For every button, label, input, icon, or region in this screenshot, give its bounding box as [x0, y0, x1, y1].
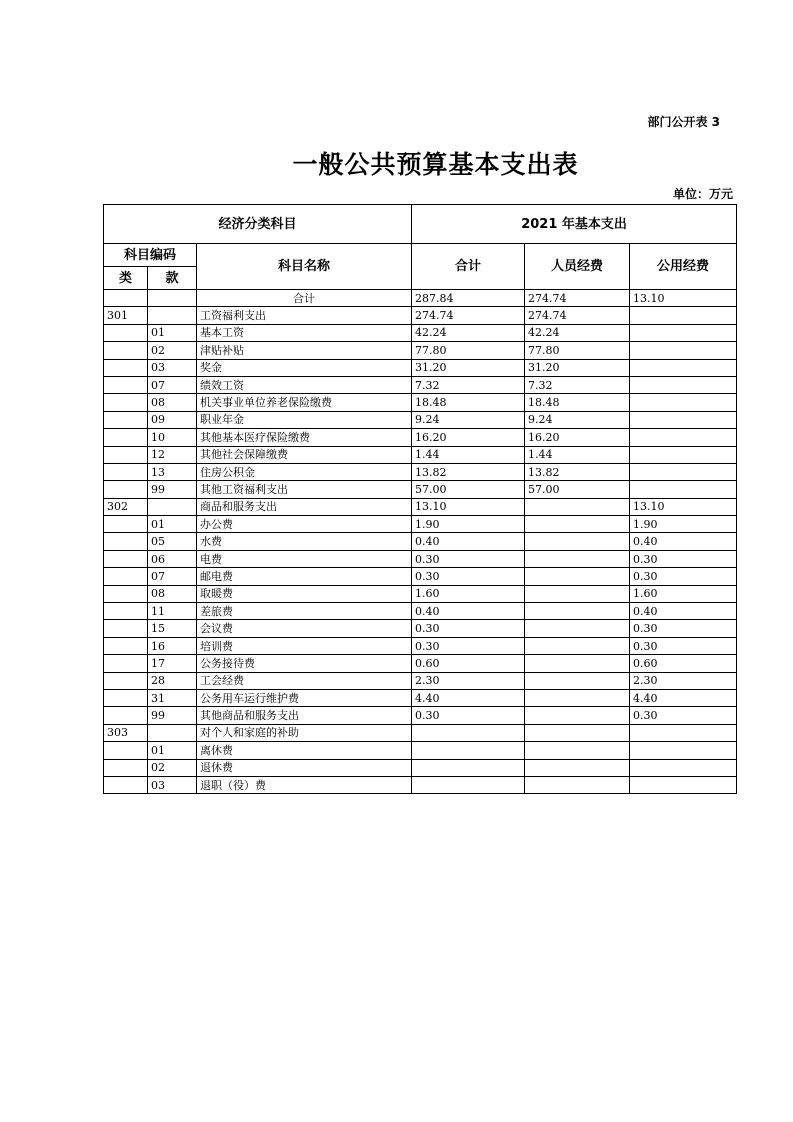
personnel-cell [525, 689, 630, 706]
table-row [104, 533, 737, 550]
public-cell [630, 463, 737, 480]
personnel-cell [525, 707, 630, 724]
total-cell: 18.48 [412, 394, 525, 411]
public-cell [630, 307, 737, 324]
total-cell: 0.30 [412, 550, 525, 567]
total-cell: 0.30 [412, 568, 525, 585]
kuan-cell: 06 [148, 550, 197, 567]
personnel-cell: 13.82 [525, 463, 630, 480]
lei-cell [104, 689, 148, 706]
public-cell: 2.30 [630, 672, 737, 689]
personnel-cell: 77.80 [525, 342, 630, 359]
public-cell [630, 359, 737, 376]
personnel-cell [525, 550, 630, 567]
personnel-cell [525, 516, 630, 533]
lei-cell [104, 516, 148, 533]
name-cell: 邮电费 [197, 568, 412, 585]
name-cell: 会议费 [197, 620, 412, 637]
table-row [104, 359, 737, 376]
table-row [104, 481, 737, 498]
name-cell: 基本工资 [197, 324, 412, 341]
personnel-cell: 57.00 [525, 481, 630, 498]
lei-cell [104, 359, 148, 376]
kuan-cell: 01 [148, 742, 197, 759]
total-cell [412, 759, 525, 776]
lei-cell [104, 585, 148, 602]
header-row-1 [104, 205, 737, 244]
total-cell: 274.74 [412, 307, 525, 324]
lei-cell [104, 672, 148, 689]
total-cell: 7.32 [412, 376, 525, 393]
kuan-cell: 03 [148, 776, 197, 793]
total-cell: 0.60 [412, 655, 525, 672]
public-cell: 0.30 [630, 550, 737, 567]
kuan-cell: 17 [148, 655, 197, 672]
public-cell [630, 376, 737, 393]
total-cell: 0.40 [412, 533, 525, 550]
personnel-cell [525, 585, 630, 602]
kuan-cell: 03 [148, 359, 197, 376]
personnel-cell [525, 655, 630, 672]
lei-cell [104, 776, 148, 793]
econ-class-header: 经济分类科目 [104, 205, 412, 244]
public-cell [630, 759, 737, 776]
name-cell: 离休费 [197, 742, 412, 759]
kuan-cell: 99 [148, 481, 197, 498]
lei-cell [104, 342, 148, 359]
kuan-cell: 16 [148, 637, 197, 654]
kuan-cell: 11 [148, 603, 197, 620]
table-row [104, 411, 737, 428]
lei-cell [104, 637, 148, 654]
name-cell: 公务接待费 [197, 655, 412, 672]
table-row [104, 620, 737, 637]
personnel-cell: 274.74 [525, 290, 630, 307]
lei-header: 类 [104, 267, 148, 290]
name-cell: 差旅费 [197, 603, 412, 620]
total-cell: 57.00 [412, 481, 525, 498]
kuan-cell: 08 [148, 585, 197, 602]
name-cell: 其他社会保障缴费 [197, 446, 412, 463]
total-cell: 16.20 [412, 429, 525, 446]
public-cell [630, 324, 737, 341]
kuan-cell: 12 [148, 446, 197, 463]
total-cell: 1.90 [412, 516, 525, 533]
lei-cell [104, 481, 148, 498]
kuan-cell: 07 [148, 376, 197, 393]
personnel-cell [525, 724, 630, 741]
total-cell: 1.44 [412, 446, 525, 463]
table-row [104, 689, 737, 706]
personnel-cell: 7.32 [525, 376, 630, 393]
lei-cell [104, 429, 148, 446]
personnel-cell [525, 568, 630, 585]
kuan-cell [148, 498, 197, 515]
table-row [104, 550, 737, 567]
name-cell: 水费 [197, 533, 412, 550]
kuan-cell: 08 [148, 394, 197, 411]
public-cell: 0.30 [630, 620, 737, 637]
personnel-cell [525, 637, 630, 654]
kuan-cell: 10 [148, 429, 197, 446]
name-cell: 津贴补贴 [197, 342, 412, 359]
lei-cell [104, 759, 148, 776]
public-cell: 0.30 [630, 568, 737, 585]
total-cell: 2.30 [412, 672, 525, 689]
public-cell: 0.40 [630, 603, 737, 620]
personnel-cell: 31.20 [525, 359, 630, 376]
table-row [104, 376, 737, 393]
name-cell: 办公费 [197, 516, 412, 533]
public-cell [630, 429, 737, 446]
public-cell [630, 446, 737, 463]
personnel-cell [525, 776, 630, 793]
name-header: 科目名称 [197, 244, 412, 290]
kuan-cell: 05 [148, 533, 197, 550]
personnel-cell [525, 603, 630, 620]
table-row [104, 724, 737, 741]
kuan-cell: 13 [148, 463, 197, 480]
lei-cell: 302 [104, 498, 148, 515]
personnel-cell [525, 742, 630, 759]
name-cell: 取暖费 [197, 585, 412, 602]
kuan-cell [148, 724, 197, 741]
name-cell: 其他基本医疗保险缴费 [197, 429, 412, 446]
name-cell: 其他商品和服务支出 [197, 707, 412, 724]
kuan-cell: 31 [148, 689, 197, 706]
name-cell: 其他工资福利支出 [197, 481, 412, 498]
total-cell [412, 724, 525, 741]
personnel-cell [525, 759, 630, 776]
kuan-cell: 15 [148, 620, 197, 637]
table-row [104, 759, 737, 776]
total-header: 合计 [412, 244, 525, 290]
table-row [104, 742, 737, 759]
table-row [104, 342, 737, 359]
public-cell: 0.30 [630, 707, 737, 724]
public-cell [630, 342, 737, 359]
public-cell: 13.10 [630, 498, 737, 515]
table-id-label: 部门公开表 3 [647, 115, 720, 129]
name-cell: 退职（役）费 [197, 776, 412, 793]
total-row [104, 290, 737, 307]
kuan-cell: 07 [148, 568, 197, 585]
lei-cell [104, 411, 148, 428]
public-cell [630, 481, 737, 498]
name-cell: 绩效工资 [197, 376, 412, 393]
lei-cell [104, 707, 148, 724]
total-cell: 13.10 [412, 498, 525, 515]
name-cell: 工资福利支出 [197, 307, 412, 324]
header-row-2 [104, 244, 737, 267]
name-cell: 机关事业单位养老保险缴费 [197, 394, 412, 411]
name-cell: 退休费 [197, 759, 412, 776]
total-cell: 4.40 [412, 689, 525, 706]
public-cell [630, 411, 737, 428]
public-cell: 1.60 [630, 585, 737, 602]
total-cell: 0.40 [412, 603, 525, 620]
public-header: 公用经费 [630, 244, 737, 290]
public-cell: 0.60 [630, 655, 737, 672]
lei-cell [104, 463, 148, 480]
kuan-cell: 99 [148, 707, 197, 724]
page-title: 一般公共预算基本支出表 [292, 150, 579, 179]
lei-cell [104, 742, 148, 759]
lei-cell [104, 290, 148, 307]
name-cell: 住房公积金 [197, 463, 412, 480]
basic-exp-header: 2021 年基本支出 [412, 205, 737, 244]
public-cell: 4.40 [630, 689, 737, 706]
name-cell: 对个人和家庭的补助 [197, 724, 412, 741]
total-cell: 13.82 [412, 463, 525, 480]
public-cell: 0.30 [630, 637, 737, 654]
personnel-cell: 42.24 [525, 324, 630, 341]
table-row [104, 585, 737, 602]
table-row [104, 672, 737, 689]
table-row [104, 307, 737, 324]
public-cell: 1.90 [630, 516, 737, 533]
lei-cell [104, 620, 148, 637]
kuan-cell [148, 290, 197, 307]
name-cell: 职业年金 [197, 411, 412, 428]
personnel-cell: 9.24 [525, 411, 630, 428]
lei-cell [104, 550, 148, 567]
name-cell: 培训费 [197, 637, 412, 654]
table-row [104, 516, 737, 533]
name-cell: 合计 [197, 290, 412, 307]
public-cell [630, 776, 737, 793]
table-row [104, 776, 737, 793]
total-cell [412, 776, 525, 793]
table-row [104, 603, 737, 620]
lei-cell: 301 [104, 307, 148, 324]
public-cell: 13.10 [630, 290, 737, 307]
lei-cell [104, 655, 148, 672]
lei-cell [104, 603, 148, 620]
personnel-cell [525, 533, 630, 550]
lei-cell: 303 [104, 724, 148, 741]
personnel-cell [525, 672, 630, 689]
total-cell: 287.84 [412, 290, 525, 307]
personnel-cell: 274.74 [525, 307, 630, 324]
personnel-cell: 18.48 [525, 394, 630, 411]
code-header: 科目编码 [104, 244, 197, 267]
public-cell [630, 724, 737, 741]
table-row [104, 568, 737, 585]
table-row [104, 429, 737, 446]
public-cell [630, 742, 737, 759]
kuan-cell [148, 307, 197, 324]
name-cell: 电费 [197, 550, 412, 567]
kuan-cell: 09 [148, 411, 197, 428]
total-cell: 0.30 [412, 620, 525, 637]
personnel-cell: 1.44 [525, 446, 630, 463]
lei-cell [104, 446, 148, 463]
total-cell: 1.60 [412, 585, 525, 602]
lei-cell [104, 324, 148, 341]
personnel-cell: 16.20 [525, 429, 630, 446]
personnel-cell [525, 620, 630, 637]
table-row [104, 707, 737, 724]
public-cell [630, 394, 737, 411]
public-cell: 0.40 [630, 533, 737, 550]
total-cell: 0.30 [412, 707, 525, 724]
table-row [104, 637, 737, 654]
table-row [104, 394, 737, 411]
lei-cell [104, 533, 148, 550]
personnel-header: 人员经费 [525, 244, 630, 290]
total-cell: 9.24 [412, 411, 525, 428]
kuan-cell: 28 [148, 672, 197, 689]
table-row [104, 498, 737, 515]
kuan-cell: 02 [148, 759, 197, 776]
lei-cell [104, 568, 148, 585]
name-cell: 商品和服务支出 [197, 498, 412, 515]
kuan-cell: 02 [148, 342, 197, 359]
lei-cell [104, 394, 148, 411]
kuan-cell: 01 [148, 324, 197, 341]
lei-cell [104, 376, 148, 393]
kuan-cell: 01 [148, 516, 197, 533]
name-cell: 奖金 [197, 359, 412, 376]
total-cell: 77.80 [412, 342, 525, 359]
total-cell: 42.24 [412, 324, 525, 341]
kuan-header: 款 [148, 267, 197, 290]
unit-label: 单位：万元 [672, 187, 733, 201]
budget-table [103, 204, 737, 794]
table-row [104, 463, 737, 480]
table-row [104, 446, 737, 463]
name-cell: 工会经费 [197, 672, 412, 689]
table-row [104, 655, 737, 672]
name-cell: 公务用车运行维护费 [197, 689, 412, 706]
total-cell: 0.30 [412, 637, 525, 654]
table-row [104, 324, 737, 341]
total-cell [412, 742, 525, 759]
total-cell: 31.20 [412, 359, 525, 376]
personnel-cell [525, 498, 630, 515]
